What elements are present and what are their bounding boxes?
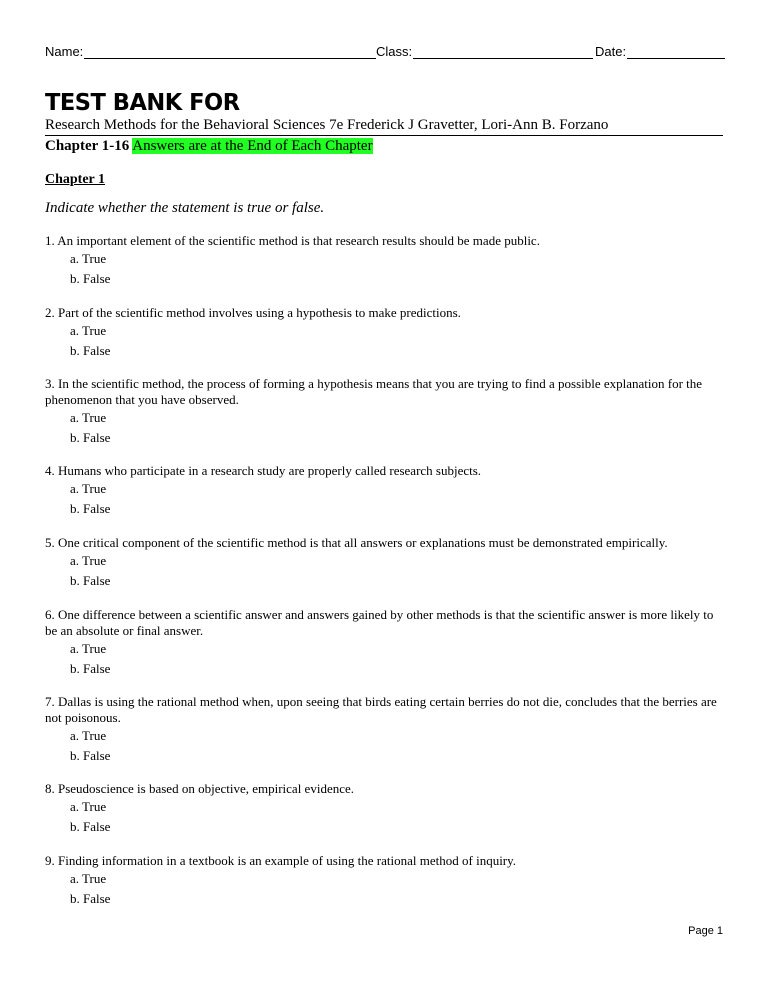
question-stem: 3. In the scientific method, the process of forming a hypothesis means that you are trying to find a possible explanation for the phenomenon that you have observed. — [45, 376, 703, 407]
chapter-heading: Chapter 1 — [45, 172, 106, 187]
date-label: Date: — [595, 44, 627, 59]
title-divider — [45, 135, 723, 136]
name-field[interactable] — [45, 44, 376, 59]
name-label: Name: — [45, 44, 84, 59]
option-true[interactable]: a. True — [70, 799, 107, 814]
question-item — [45, 535, 725, 589]
question-item — [45, 305, 725, 359]
chapter-range-line — [45, 138, 373, 155]
question-stem: 8. Pseudoscience is based on objective, empirical evidence. — [45, 781, 355, 796]
class-label: Class: — [376, 44, 413, 59]
option-false[interactable]: b. False — [70, 748, 111, 763]
option-false[interactable]: b. False — [70, 573, 111, 588]
question-item — [45, 781, 725, 835]
option-true[interactable]: a. True — [70, 323, 107, 338]
class-field[interactable] — [376, 44, 593, 59]
question-stem: 4. Humans who participate in a research study are properly called research subjects. — [45, 463, 482, 478]
question-stem: 5. One critical component of the scientific method is that all answers or explanations must be demonstrated empirically. — [45, 535, 668, 550]
answers-note-highlight: Answers are at the End of Each Chapter — [132, 138, 373, 154]
option-false[interactable]: b. False — [70, 819, 111, 834]
option-true[interactable]: a. True — [70, 728, 107, 743]
class-blank-line[interactable] — [413, 44, 593, 59]
header-fields — [45, 44, 723, 64]
instructions: Indicate whether the statement is true or false. — [45, 200, 325, 216]
option-false[interactable]: b. False — [70, 430, 111, 445]
question-item — [45, 607, 725, 677]
option-true[interactable]: a. True — [70, 410, 107, 425]
question-stem: 2. Part of the scientific method involves using a hypothesis to make predictions. — [45, 305, 461, 320]
question-stem: 7. Dallas is using the rational method when, upon seeing that birds eating certain berries do not die, concludes that the berries are not poisonous. — [45, 694, 717, 725]
option-false[interactable]: b. False — [70, 271, 111, 286]
book-subtitle: Research Methods for the Behavioral Sciences 7e Frederick J Gravetter, Lori-Ann B. Forzano — [45, 117, 609, 133]
option-false[interactable]: b. False — [70, 501, 111, 516]
option-false[interactable]: b. False — [70, 343, 111, 358]
question-stem: 9. Finding information in a textbook is an example of using the rational method of inquiry. — [45, 853, 517, 868]
option-true[interactable]: a. True — [70, 871, 107, 886]
date-blank-line[interactable] — [627, 44, 725, 59]
question-item — [45, 376, 725, 446]
chapter-range: Chapter 1-16 — [45, 138, 130, 154]
question-item — [45, 463, 725, 517]
option-true[interactable]: a. True — [70, 641, 107, 656]
page-title: TEST BANK FOR — [45, 90, 240, 116]
question-item — [45, 694, 725, 764]
option-false[interactable]: b. False — [70, 891, 111, 906]
page-number: Page 1 — [688, 925, 723, 937]
name-blank-line[interactable] — [84, 44, 376, 59]
question-stem: 1. An important element of the scientific method is that research results should be made public. — [45, 233, 540, 248]
option-true[interactable]: a. True — [70, 481, 107, 496]
question-stem: 6. One difference between a scientific answer and answers gained by other methods is that the scientific answer is more likely to be an absolute or final answer. — [45, 607, 714, 638]
option-false[interactable]: b. False — [70, 661, 111, 676]
date-field[interactable] — [595, 44, 725, 59]
option-true[interactable]: a. True — [70, 251, 107, 266]
option-true[interactable]: a. True — [70, 553, 107, 568]
question-item — [45, 233, 725, 287]
question-item — [45, 853, 725, 907]
